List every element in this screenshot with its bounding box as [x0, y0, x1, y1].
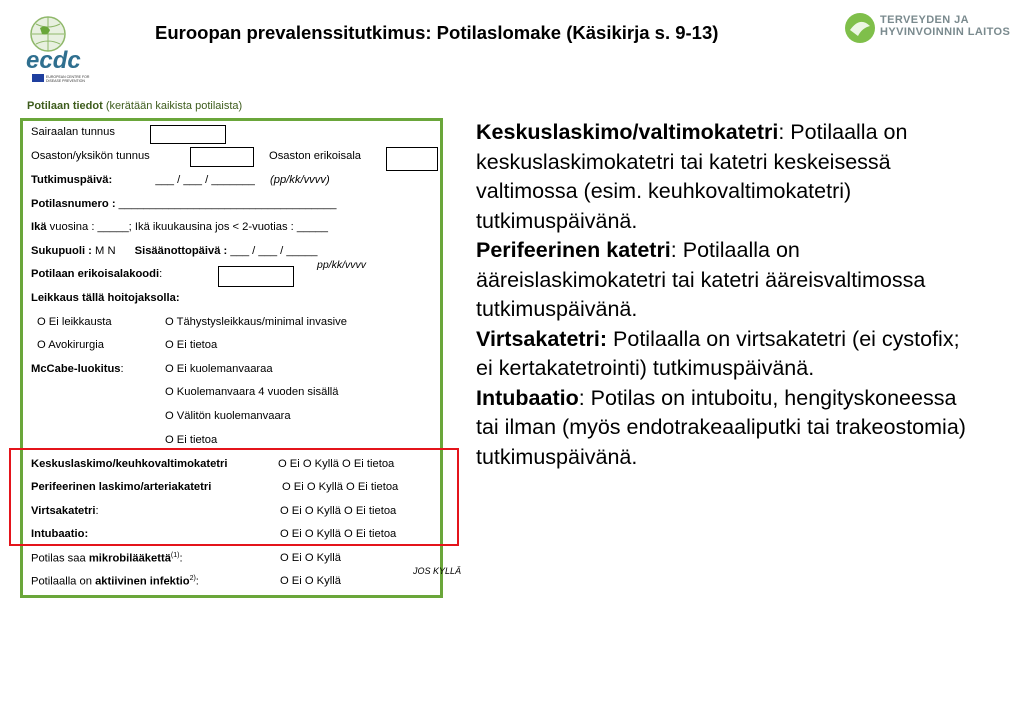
antimicrobial-label: Potilas saa mikrobilääkettä$^{(1)}$: [31, 552, 183, 565]
ward-id-field[interactable] [190, 147, 254, 167]
specialty-code-row: Potilaan erikoisalakoodi: [31, 268, 163, 280]
surgery-option-none[interactable]: O Ei leikkausta [37, 316, 112, 328]
survey-date-row: Tutkimuspäivä: ___ / ___ / _______ (pp/kk/vvvv) [31, 174, 330, 186]
surgery-label: Leikkaus tällä hoitojaksolla: [31, 292, 180, 304]
specialty-code-field[interactable] [218, 266, 294, 287]
peripheral-catheter-label: Perifeerinen laskimo/arteriakatetri [31, 481, 212, 493]
peripheral-catheter-options[interactable]: O Ei O Kyllä O Ei tietoa [282, 481, 399, 493]
admission-date-format: pp/kk/vvvv [317, 259, 367, 271]
urinary-catheter-options[interactable]: O Ei O Kyllä O Ei tietoa [280, 505, 397, 517]
highlight-box [9, 448, 459, 546]
ward-specialty-field[interactable] [386, 147, 438, 171]
svg-text:DISEASE PREVENTION: DISEASE PREVENTION [46, 79, 85, 83]
if-yes-note: JOS KYLLÄ [413, 566, 462, 576]
definition-central-catheter: Keskuslaskimo/valtimokatetri: Potilaalla on keskuslaskimokatetri tai katetri keskeisessä valtimossa (esim. keuhkovaltimokatetri) tutkimuspäivänä. [476, 120, 908, 233]
mccabe-label: McCabe-luokitus: [31, 363, 124, 375]
definition-peripheral-catheter: Perifeerinen katetri: Potilaalla on ääreislaskimokatetri tai katetri ääreisvaltimossa tutkimuspäivänä. [476, 238, 926, 321]
page-title: Euroopan prevalenssitutkimus: Potilaslomake (Käsikirja s. 9-13) [155, 22, 719, 43]
antimicrobial-options[interactable]: O Ei O Kyllä [280, 552, 341, 564]
mccabe-option-3[interactable]: O Välitön kuolemanvaara [165, 410, 291, 422]
surgery-option-open[interactable]: O Avokirurgia [37, 339, 104, 351]
central-catheter-options[interactable]: O Ei O Kyllä O Ei tietoa [278, 458, 395, 470]
infection-label: Potilaalla on aktiivinen infektio$^{2)}$: [31, 575, 199, 588]
svg-text:ecdc: ecdc [26, 47, 81, 74]
mccabe-option-2[interactable]: O Kuolemanvaara 4 vuoden sisällä [165, 386, 339, 398]
surgery-option-unknown[interactable]: O Ei tietoa [165, 339, 218, 351]
ward-specialty-label: Osaston erikoisala [269, 150, 362, 162]
ward-id-label: Osaston/yksikön tunnus [31, 150, 150, 162]
infection-options[interactable]: O Ei O Kyllä [280, 575, 341, 587]
urinary-catheter-label: Virtsakatetri: [31, 505, 99, 517]
age-row: Ikä vuosina : _____; Ikä ikuukausina jos < 2-vuotias : _____ [31, 221, 328, 233]
patient-number-row: Potilasnumero : ___________________________________ [31, 198, 337, 210]
mccabe-option-4[interactable]: O Ei tietoa [165, 434, 218, 446]
sex-admission-row: Sukupuoli : M N Sisäänottopäivä : ___ / ___ / _____ [31, 245, 318, 257]
thl-logo-text: TERVEYDEN JA HYVINVOINNIN LAITOS [880, 14, 1011, 38]
ecdc-logo [18, 12, 102, 88]
hospital-id-label: Sairaalan tunnus [31, 126, 115, 138]
definition-intubation: Intubaatio: Potilas on intuboitu, hengityskoneessa tai ilman (myös endotrakeaaliputki tai trakeostomia) tutkimuspäivänä. [476, 385, 966, 469]
definitions-panel [476, 118, 976, 472]
definition-urinary-catheter: Virtsakatetri: Potilaalla on virtsakatetri (ei cystofix; ei kertakatetrointi) tutkimuspäivänä. [476, 326, 960, 380]
thl-logo-icon [842, 10, 878, 46]
svg-text:EUROPEAN CENTRE FOR: EUROPEAN CENTRE FOR [46, 75, 90, 79]
form-heading: Potilaan tiedot (kerätään kaikista potilaista) [27, 100, 243, 112]
surgery-option-minimal[interactable]: O Tähystysleikkaus/minimal invasive [165, 316, 347, 328]
intubation-label: Intubaatio: [31, 528, 89, 540]
central-catheter-label: Keskuslaskimo/keuhkovaltimokatetri [31, 458, 228, 470]
hospital-id-field[interactable] [150, 125, 226, 144]
intubation-options[interactable]: O Ei O Kyllä O Ei tietoa [280, 528, 397, 540]
mccabe-option-1[interactable]: O Ei kuolemanvaaraa [165, 363, 273, 375]
